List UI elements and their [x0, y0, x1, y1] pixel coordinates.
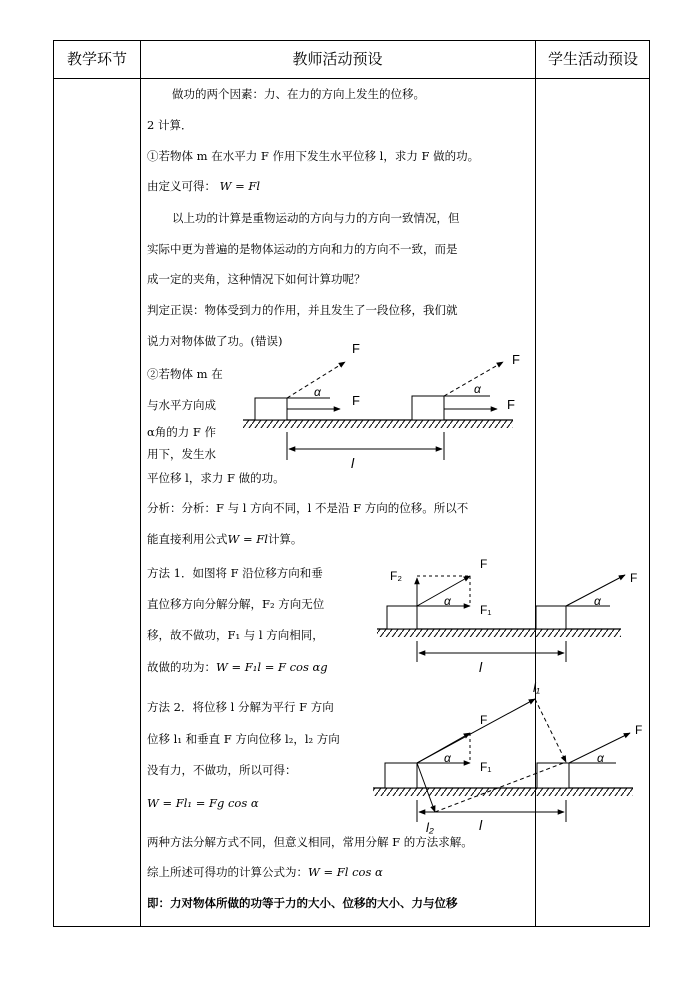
text-line: 方法 1．如图将 F 沿位移方向和垂 [147, 566, 323, 580]
label-alpha: α [444, 594, 451, 608]
label-alpha: α [474, 382, 481, 396]
figure-method-1 [377, 557, 637, 675]
text-line: 分析：分析：F 与 l 方向不同，l 不是沿 F 方向的位移。所以不 [147, 501, 469, 515]
text-line: ①若物体 m 在水平力 F 作用下发生水平位移 l，求力 F 做的功。 [147, 149, 480, 163]
ground-hatch [373, 788, 633, 796]
label-l: l [479, 659, 483, 675]
text-line: 没有力，不做功，所以可得： [147, 763, 297, 777]
ground-hatch [377, 629, 621, 637]
text-line: 移，故不做功，F₁ 与 l 方向相同， [147, 628, 324, 642]
formula: W = Fl [219, 179, 261, 193]
label-F: F [480, 557, 488, 571]
text-line: 成一定的夹角，这种情况下如何计算功呢？ [147, 272, 366, 286]
displacement-l1-arrow [417, 699, 535, 763]
text-line: 直位移方向分解分解，F₂ 方向无位 [147, 597, 325, 611]
label-F2: F₂ [390, 569, 402, 583]
formula: W = Fl₁ = Fg cos α [147, 796, 259, 810]
text-line: 判定正误：物体受到力的作用，并且发生了一段位移，我们就 [147, 303, 458, 317]
text-line: 用下，发生水 [147, 447, 216, 461]
label-alpha: α [594, 594, 601, 608]
label-F: F [352, 341, 360, 356]
label-F1: F₁ [480, 760, 492, 774]
formula: W = Fl [227, 532, 268, 546]
label-alpha: α [444, 751, 451, 765]
text-line: ②若物体 m 在 [147, 367, 223, 381]
label-F: F [507, 397, 515, 412]
text-line: 位移 l₁ 和垂直 F 方向位移 l₂，l₂ 方向 [147, 732, 340, 746]
ground-hatch [243, 420, 513, 428]
text-line: 综上所述可得功的计算公式为：W = Fl cos α [147, 865, 383, 879]
label-F: F [480, 713, 488, 727]
text-line: α角的力 F 作 [147, 425, 217, 439]
label-F: F [635, 723, 643, 737]
block [536, 606, 566, 629]
figure-oblique-force [243, 341, 520, 471]
label-alpha: α [597, 751, 604, 765]
displacement-dashed [535, 699, 566, 762]
text-line: 方法 2．将位移 l 分解为平行 F 方向 [147, 700, 334, 714]
label-l: l [351, 455, 355, 471]
header-teacher-activity: 教师活动预设 [292, 50, 383, 68]
text-line: 实际中更为普遍的是物体运动的方向和力的方向不一致，而是 [147, 242, 458, 256]
text-line: 两种方法分解方式不同，但意义相同，常用分解 F 的方法求解。 [147, 835, 473, 849]
label-l: l [479, 817, 483, 833]
label-F: F [512, 352, 520, 367]
text-line: 平位移 l，求力 F 做的功。 [147, 471, 285, 485]
text-line: 由定义可得： W = Fl [147, 179, 261, 193]
text-line: 能直接利用公式W = Fl计算。 [147, 532, 303, 546]
text-line: 说力对物体做了功。(错误) [147, 334, 283, 348]
text-line: 以上功的计算是重物运动的方向与力的方向一致情况，但 [172, 211, 460, 225]
text-line: 故做的功为：W = F₁l = F cos αg [147, 660, 328, 674]
block [385, 763, 417, 788]
formula: W = F₁l = F cos αg [216, 660, 328, 674]
figure-method-2 [373, 680, 642, 835]
label-alpha: α [314, 385, 321, 399]
header-teaching-stage: 教学环节 [66, 50, 127, 68]
formula: W = Fl cos α [308, 865, 383, 879]
label-l1: l₁ [533, 680, 540, 695]
block [387, 606, 417, 629]
label-l2: l₂ [426, 820, 434, 835]
text-line: 即：力对物体所做的功等于力的大小、位移的大小、力与位移 [147, 896, 458, 910]
label-F: F [352, 393, 360, 408]
text-line: 与水平方向成 [147, 398, 216, 412]
block [412, 396, 444, 420]
text-line: 做功的两个因素：力、在力的方向上发生的位移。 [172, 87, 425, 101]
header-student-activity: 学生活动预设 [547, 50, 638, 68]
label-F: F [630, 571, 638, 585]
text-line: 2 计算． [147, 118, 193, 132]
label-F1: F₁ [480, 603, 492, 617]
block [255, 398, 287, 420]
